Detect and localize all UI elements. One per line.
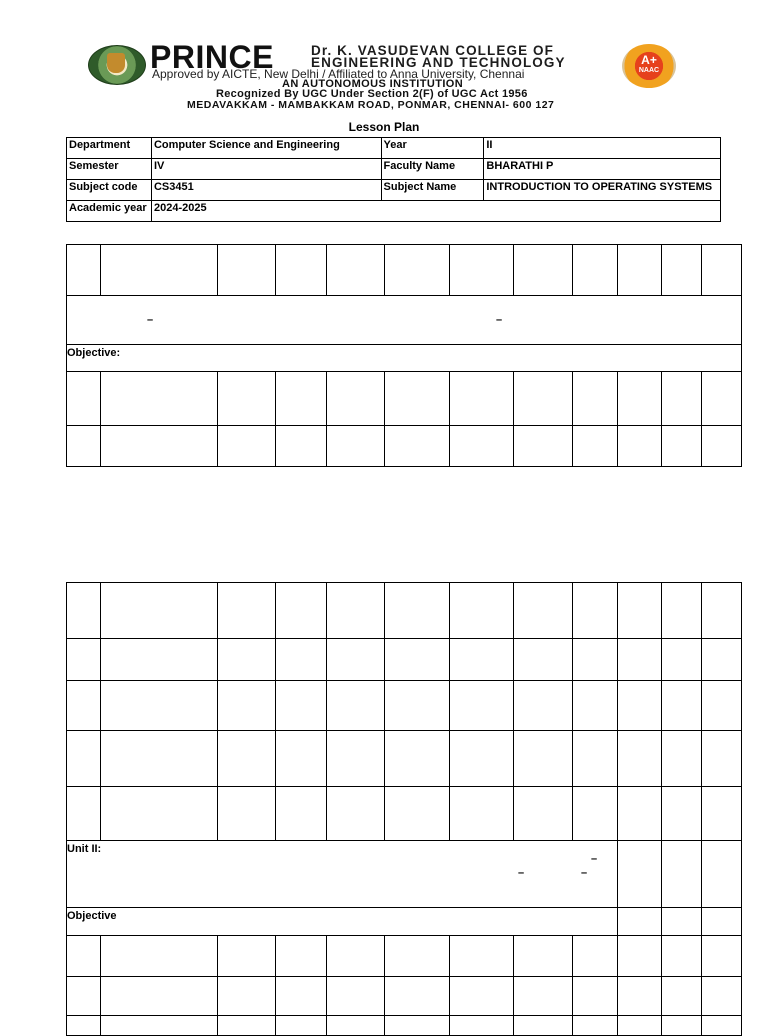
dash-mark: – <box>496 314 503 326</box>
subject-name-value: INTRODUCTION TO OPERATING SYSTEMS <box>484 180 721 201</box>
subject-name-label: Subject Name <box>381 180 484 201</box>
table-row <box>67 245 742 296</box>
subject-code-value: CS3451 <box>151 180 381 201</box>
objective-row <box>67 345 742 372</box>
naac-badge-icon <box>622 44 676 88</box>
unit1-plan-table <box>66 244 742 467</box>
year-label: Year <box>381 138 484 159</box>
dash-mark: – <box>147 314 154 326</box>
brand-name: PRINCE <box>150 39 274 75</box>
table-row <box>67 787 742 841</box>
academic-year-value: 2024-2025 <box>151 201 720 222</box>
table-row <box>67 159 721 180</box>
objective-row <box>67 908 742 936</box>
unit-description-row <box>67 296 742 345</box>
department-label: Department <box>67 138 152 159</box>
ugc-text: Recognized By UGC Under Section 2(F) of UGC Act 1956 <box>216 88 528 100</box>
table-row <box>67 180 721 201</box>
college-address: MEDAVAKKAM - MAMBAKKAM ROAD, PONMAR, CHENNAI- 600 127 <box>187 99 555 111</box>
academic-year-label: Academic year <box>67 201 152 222</box>
table-row <box>67 681 742 731</box>
semester-label: Semester <box>67 159 152 180</box>
course-info-table <box>66 137 721 222</box>
table-row <box>67 138 721 159</box>
semester-value: IV <box>151 159 381 180</box>
objective-label: Objective: <box>67 345 742 372</box>
approval-text: Approved by AICTE, New Delhi / Affiliated to Anna University, Chennai <box>152 67 525 81</box>
autonomous-text: AN AUTONOMOUS INSTITUTION <box>282 78 464 90</box>
unit2-plan-table <box>66 582 742 1036</box>
department-value: Computer Science and Engineering <box>151 138 381 159</box>
table-row <box>67 639 742 681</box>
table-row <box>67 731 742 787</box>
unit-row <box>67 841 742 908</box>
table-row <box>67 977 742 1016</box>
table-row <box>67 426 742 467</box>
year-value: II <box>484 138 721 159</box>
college-name-line1: Dr. K. VASUDEVAN COLLEGE OF <box>311 43 554 58</box>
table-row <box>67 372 742 426</box>
subject-code-label: Subject code <box>67 180 152 201</box>
table-row <box>67 583 742 639</box>
unit-description-cell <box>67 296 742 345</box>
unit-label: Unit II: <box>67 841 618 908</box>
dash-mark: – <box>518 867 525 879</box>
faculty-label: Faculty Name <box>381 159 484 180</box>
naac-label: NAAC <box>638 67 660 74</box>
naac-grade: A+ <box>641 53 657 67</box>
college-name-line2: ENGINEERING AND TECHNOLOGY <box>311 55 566 70</box>
objective-label: Objective <box>67 908 618 936</box>
emblem-shield-icon <box>107 53 125 73</box>
table-row <box>67 936 742 977</box>
dash-mark: – <box>581 867 588 879</box>
table-row <box>67 1016 742 1036</box>
dash-mark: – <box>591 853 598 865</box>
page-title: Lesson Plan <box>348 120 420 134</box>
table-row <box>67 201 721 222</box>
faculty-value: BHARATHI P <box>484 159 721 180</box>
